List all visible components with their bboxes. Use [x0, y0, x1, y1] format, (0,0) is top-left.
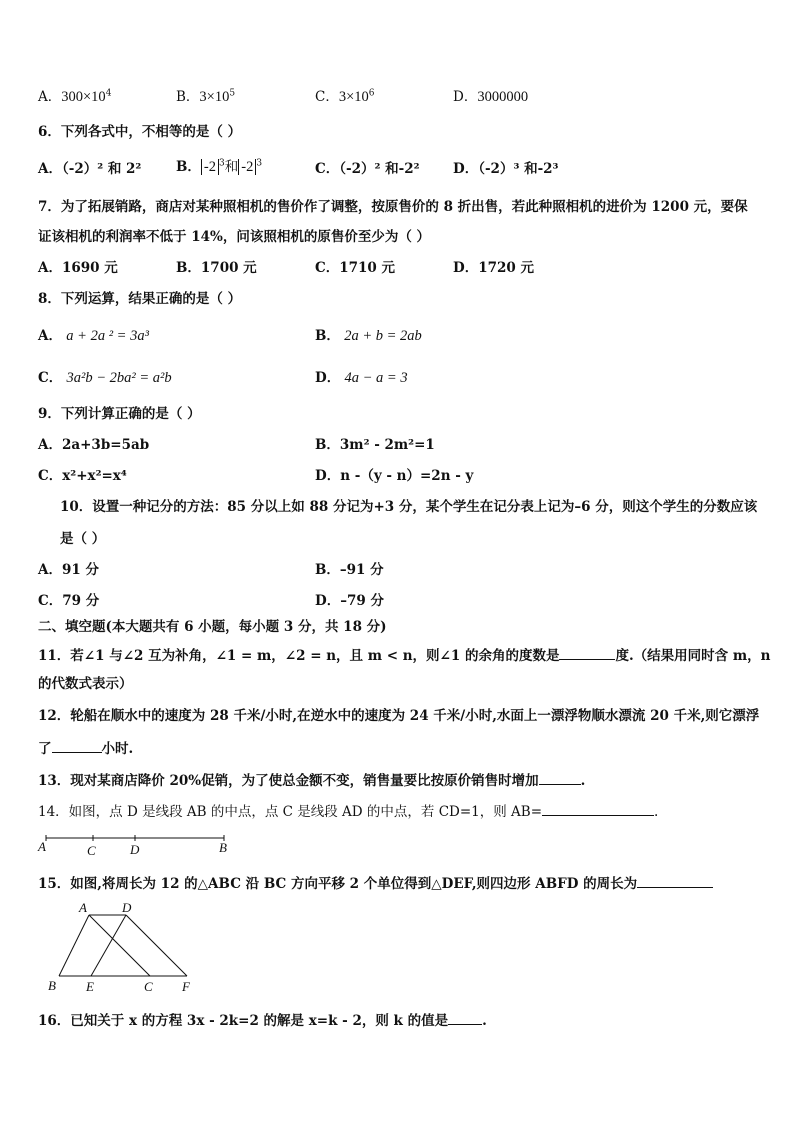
- option-value: 3×10: [199, 89, 230, 105]
- abs-value: -2: [201, 159, 219, 175]
- option-value: 3000000: [477, 89, 529, 105]
- segment-de: [91, 915, 126, 976]
- point-label-e: E: [86, 979, 94, 994]
- segment-ac: [89, 915, 150, 976]
- q12-text: 了: [38, 741, 52, 757]
- q10-option-d: D．–79 分: [315, 593, 384, 609]
- option-label: A．: [38, 89, 62, 105]
- q11-text: 11．若∠1 与∠2 互为补角，∠1 = m，∠2 = n，且 m < n，则∠1 的余角的度数是: [38, 648, 560, 664]
- q8-option-a: [38, 327, 149, 345]
- option-label: C．: [315, 89, 339, 105]
- q11-text-cont: 度.（结果用同时含 m，n: [615, 648, 771, 664]
- option-label: B．: [176, 159, 201, 175]
- period: .: [654, 804, 659, 820]
- point-label-c: C: [87, 843, 96, 858]
- translation-diagram: [42, 898, 202, 996]
- math-expression: 4a − a = 3: [344, 370, 408, 386]
- answer-blank[interactable]: [559, 645, 615, 660]
- q14-text: 14．如图，点 D 是线段 AB 的中点，点 C 是线段 AD 的中点，若 CD=1，则 AB=: [38, 804, 543, 820]
- point-label-d: D: [130, 842, 140, 857]
- q11-line2: 的代数式表示）: [38, 676, 133, 692]
- q14-line: [38, 801, 658, 821]
- answer-blank[interactable]: [448, 1010, 482, 1025]
- q10-option-b: B．–91 分: [315, 562, 384, 578]
- math-expression: 2a + b = 2ab: [344, 328, 422, 344]
- q5-option-c: [315, 88, 375, 106]
- period: .: [482, 1013, 487, 1029]
- q6-option-b: [176, 158, 262, 176]
- point-label-a: A: [79, 900, 87, 915]
- point-label-a: A: [38, 839, 46, 854]
- abs-value: -2: [238, 159, 256, 175]
- option-label: C．: [38, 370, 63, 386]
- math-expression: a + 2a ² = 3a³: [66, 328, 149, 344]
- option-label: B．: [315, 328, 340, 344]
- q5-option-d: [453, 88, 528, 106]
- option-label: A．: [38, 328, 62, 344]
- q9-option-d: D．n -（y - n）=2n - y: [315, 468, 474, 484]
- math-expression: 3a²b − 2ba² = a²b: [66, 370, 172, 386]
- period: .: [580, 773, 586, 789]
- exponent: 3: [219, 158, 225, 169]
- q9-option-b: B．3m² - 2m²=1: [315, 437, 435, 453]
- q9-option-c: C．x²+x²=x⁴: [38, 468, 127, 484]
- q15-text: 15．如图,将周长为 12 的△ABC 沿 BC 方向平移 2 个单位得到△DEF,则四边形 ABFD 的周长为: [38, 876, 638, 892]
- answer-blank[interactable]: [52, 738, 102, 753]
- q7-stem-line1: 7．为了拓展销路，商店对某种照相机的售价作了调整，按原售价的 8 折出售，若此种照相机的进价为 1200 元，要保: [38, 199, 748, 215]
- q6-option-d: D．（-2）³ 和-2³: [453, 161, 559, 177]
- q6-option-c: C．（-2）² 和-2²: [315, 161, 420, 177]
- point-label-b: B: [219, 840, 227, 855]
- answer-blank[interactable]: [539, 770, 581, 785]
- exponent: 5: [229, 88, 236, 99]
- q10-stem-line2: 是（ ）: [60, 531, 106, 547]
- q10-option-a: A．91 分: [38, 562, 99, 578]
- q8-option-c: [38, 369, 172, 387]
- q7-option-b: B．1700 元: [176, 260, 257, 276]
- answer-blank[interactable]: [637, 873, 713, 888]
- q15-line: [38, 873, 713, 893]
- q7-option-c: C．1710 元: [315, 260, 396, 276]
- q16-text: 16．已知关于 x 的方程 3x - 2k=2 的解是 x=k - 2，则 k 的值是: [38, 1013, 449, 1029]
- option-label: D．: [315, 370, 341, 386]
- q8-option-d: [315, 369, 408, 387]
- conjunction: 和: [224, 159, 239, 175]
- q7-stem-line2: 证该相机的利润率不低于 14%，问该照相机的原售价至少为（ ）: [38, 229, 431, 245]
- segment-df: [126, 915, 187, 976]
- section-heading: 二、填空题(本大题共有 6 小题，每小题 3 分，共 18 分): [38, 619, 387, 635]
- answer-blank[interactable]: [542, 801, 654, 816]
- q9-option-a: A．2a+3b=5ab: [38, 437, 150, 453]
- q13-line: [38, 770, 585, 790]
- point-label-c: C: [144, 979, 153, 994]
- q12-line2: [38, 738, 133, 758]
- q5-option-a: [38, 88, 111, 106]
- exponent: 4: [105, 88, 112, 99]
- q11-line1: [38, 645, 770, 665]
- point-label-b: B: [48, 978, 56, 993]
- q7-option-d: D．1720 元: [453, 260, 534, 276]
- q6-option-a: A．（-2）² 和 2²: [38, 161, 142, 177]
- option-value: 300×10: [61, 89, 106, 105]
- segment-diagram: [34, 830, 234, 860]
- q9-stem: 9．下列计算正确的是（ ）: [38, 406, 201, 422]
- segment-ab: [59, 915, 89, 976]
- q12-line1: 12．轮船在顺水中的速度为 28 千米/小时,在逆水中的速度为 24 千米/小时,水面上一漂浮物顺水漂流 20 千米,则它漂浮: [38, 708, 760, 724]
- q12-text-cont: 小时.: [101, 741, 134, 757]
- option-label: D．: [453, 89, 478, 105]
- q13-text: 13．现对某商店降价 20%促销，为了使总金额不变，销售量要比按原价销售时增加: [38, 773, 539, 789]
- q7-option-a: A．1690 元: [38, 260, 118, 276]
- exponent: 3: [256, 158, 263, 169]
- q10-stem-line1: 10．设置一种记分的方法：85 分以上如 88 分记为+3 分，某个学生在记分表上记为–6 分，则这个学生的分数应该: [60, 499, 758, 515]
- option-value: 3×10: [338, 89, 369, 105]
- q10-option-c: C．79 分: [38, 593, 100, 609]
- point-label-d: D: [122, 900, 132, 915]
- q8-option-b: [315, 327, 422, 345]
- q5-option-b: [176, 88, 235, 106]
- exponent: 6: [368, 88, 375, 99]
- point-label-f: F: [182, 979, 190, 994]
- q6-stem: 6．下列各式中，不相等的是（ ）: [38, 124, 242, 140]
- q16-line: [38, 1010, 487, 1030]
- q8-stem: 8．下列运算，结果正确的是（ ）: [38, 291, 242, 307]
- option-label: B．: [176, 89, 200, 105]
